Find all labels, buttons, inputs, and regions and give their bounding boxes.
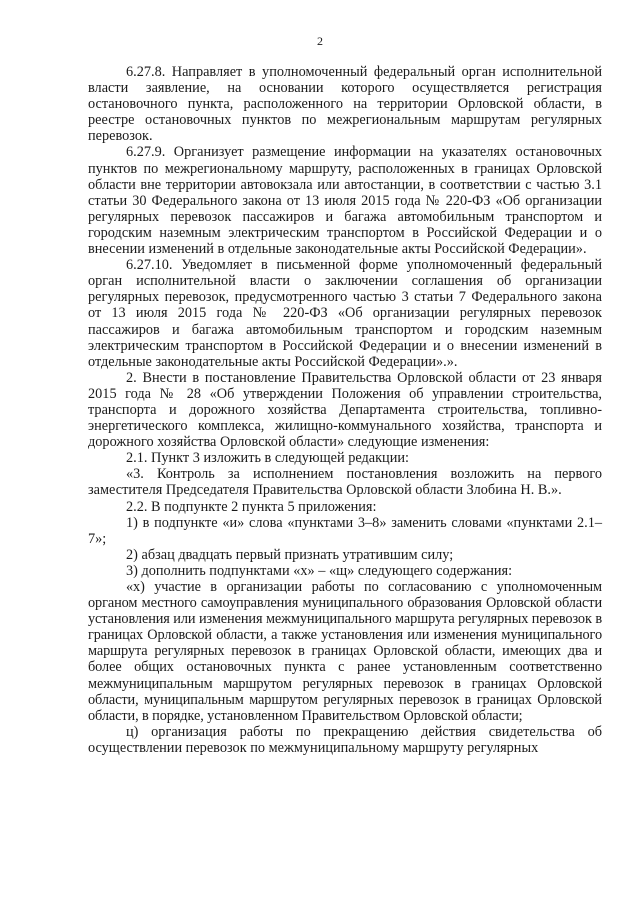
paragraph-6-27-10: 6.27.10. Уведомляет в письменной форме уполномоченный федеральный орган исполнительной власти о заключении соглашения об организации регулярных перевозок, предусмотренного частью 3 статьи 7 Федерального закона от 13 июля 2015 года № 220-ФЗ «Об организации регулярных перевозок пассажиров и багажа автомобильным транспортом и городским наземным электрическим транспортом в Российской Федерации и о внесении изменений в отдельные законодательные акты Российской Федерации».». xyxy=(88,257,602,370)
paragraph-quote-3: «3. Контроль за исполнением постановления возложить на первого заместителя Председателя Правительства Орловской области Злобина Н. В.». xyxy=(88,466,602,499)
paragraph-6-27-9: 6.27.9. Организует размещение информации на указателях остановочных пунктов по межрегиональному маршруту, расположенных в границах Орловской области вне территории автовокзала или автостанции, в соответствии с частью 3.1 статьи 30 Федерального закона от 13 июля 2015 года № 220-ФЗ «Об организации регулярных перевозок пассажиров и багажа автомобильным транспортом и городским наземным электрическим транспортом в Российской Федерации и о внесении изменений в отдельные законодательные акты Российской Федерации». xyxy=(88,144,602,258)
paragraph-subitem-3: 3) дополнить подпунктами «х» – «щ» следующего содержания: xyxy=(126,562,513,579)
page-number: 2 xyxy=(317,34,323,48)
paragraph-item-2-2: 2.2. В подпункте 2 пункта 5 приложения: xyxy=(126,498,377,515)
paragraph-subitem-1: 1) в подпункте «и» слова «пунктами 3–8» заменить словами «пунктами 2.1–7»; xyxy=(88,514,602,547)
document-body xyxy=(88,64,602,756)
paragraph-6-27-8: 6.27.8. Направляет в уполномоченный федеральный орган исполнительной власти заявление, на основании которого осуществляется регистрация остановочного пункта, расположенного на территории Орловской области, в реестре остановочных пунктов по межрегиональным маршрутам регулярных перевозок. xyxy=(88,64,602,145)
paragraph-item-2: 2. Внести в постановление Правительства Орловской области от 23 января 2015 года № 28 «Об утверждении Положения об управлении строительства, транспорта и дорожного хозяйства Департамента строительства, топливно-энергетического комплекса, жилищно-коммунального хозяйства, транспорта и дорожного хозяйства Орловской области» следующие изменения: xyxy=(88,369,602,451)
paragraph-subitem-ts: ц) организация работы по прекращению действия свидетельства об осуществлении перевозок по межмуниципальному маршруту регулярных xyxy=(88,723,602,756)
paragraph-item-2-1: 2.1. Пункт 3 изложить в следующей редакции: xyxy=(126,450,409,467)
paragraph-subitem-2: 2) абзац двадцать первый признать утратившим силу; xyxy=(126,546,454,563)
paragraph-subitem-x: «х) участие в организации работы по согласованию с уполномоченным органом местного самоуправления муниципального образования Орловской области установления или изменения межмуниципального маршрута регулярных перевозок в границах Орловской области, а также установления или изменения муниципального маршрута регулярных перевозок в границах Орловской области, имеющих два и более общих остановочных пункта с ранее установленным соответственно межмуниципальным маршрутом регулярных перевозок в границах Орловской области, муниципальным маршрутом регулярных перевозок в границах Орловской области, в порядке, установленном Правительством Орловской области; xyxy=(88,579,602,724)
